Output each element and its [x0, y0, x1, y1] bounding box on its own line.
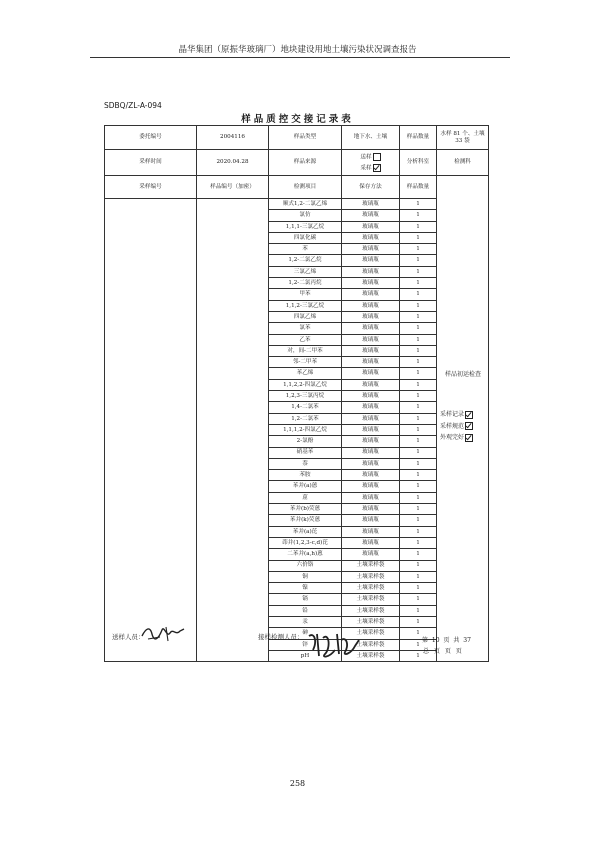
item-cell: 1,2-二氯乙烷: [269, 255, 342, 266]
qty-cell: 1: [400, 481, 437, 492]
item-cell: 1,1,2-三氯乙烷: [269, 300, 342, 311]
check-appearance: [440, 432, 473, 442]
method-cell: 玻璃瓶: [342, 447, 400, 458]
item-cell: 邻-二甲苯: [269, 357, 342, 368]
col-header-sample-code: 样品编号（加密）: [197, 176, 269, 199]
item-cell: 甲苯: [269, 289, 342, 300]
qty-cell: 1: [400, 266, 437, 277]
qty-cell: 1: [400, 255, 437, 266]
qty-cell: 1: [400, 289, 437, 300]
check-appearance-label: 外观完好: [440, 434, 465, 441]
source-option-sample-label: 采样: [360, 165, 372, 172]
header-divider: [90, 57, 510, 58]
table-row: [105, 126, 489, 150]
receiver-label: 接样检测人员：: [258, 633, 304, 641]
sample-no-cell: [105, 199, 197, 662]
method-cell: 玻璃瓶: [342, 413, 400, 424]
qty-cell: 1: [400, 323, 437, 334]
method-cell: 玻璃瓶: [342, 481, 400, 492]
item-cell: 四氯化碳: [269, 232, 342, 243]
qty-cell: 1: [400, 221, 437, 232]
analysis-room-label: 分析科室: [400, 150, 437, 176]
method-cell: 土壤采样袋: [342, 616, 400, 627]
check-record-box[interactable]: [465, 411, 473, 419]
qty-cell: 1: [400, 594, 437, 605]
total-page-line: 总 页 页 页: [423, 648, 462, 655]
method-cell: 玻璃瓶: [342, 255, 400, 266]
method-cell: 土壤采样袋: [342, 560, 400, 571]
qty-cell: 1: [400, 210, 437, 221]
method-cell: 玻璃瓶: [342, 345, 400, 356]
item-cell: 茚并(1,2,3-c,d)芘: [269, 537, 342, 548]
check-standard-label: 采样规范: [440, 422, 465, 430]
check-standard: [440, 421, 473, 431]
qty-cell: 1: [400, 232, 437, 243]
qty-cell: 1: [400, 560, 437, 571]
item-cell: 1,4-二氯苯: [269, 402, 342, 413]
qty-cell: 1: [400, 583, 437, 594]
qty-cell: 1: [400, 334, 437, 345]
item-cell: 顺式1,2-二氯乙烯: [269, 199, 342, 210]
item-cell: 乙苯: [269, 334, 342, 345]
sample-type-label: 样品类型: [269, 126, 342, 150]
source-option-send: [342, 153, 399, 161]
qty-cell: 1: [400, 515, 437, 526]
method-cell: 土壤采样袋: [342, 628, 400, 639]
sample-source-label: 样品来源: [269, 150, 342, 176]
qty-cell: 1: [400, 244, 437, 255]
sampler-signature: [140, 622, 186, 644]
method-cell: 玻璃瓶: [342, 470, 400, 481]
item-cell: 1,1,1,2-四氯乙烷: [269, 424, 342, 435]
method-cell: 玻璃瓶: [342, 357, 400, 368]
qty-cell: 1: [400, 650, 437, 661]
qty-cell: 1: [400, 199, 437, 210]
qty-cell: 1: [400, 504, 437, 515]
method-cell: 玻璃瓶: [342, 278, 400, 289]
item-cell: 六价铬: [269, 560, 342, 571]
check-record: [440, 409, 473, 419]
method-cell: 玻璃瓶: [342, 379, 400, 390]
qty-cell: 1: [400, 379, 437, 390]
table-row: [105, 150, 489, 176]
method-cell: 玻璃瓶: [342, 289, 400, 300]
method-cell: 玻璃瓶: [342, 210, 400, 221]
method-cell: 土壤采样袋: [342, 594, 400, 605]
qty-cell: 1: [400, 616, 437, 627]
sample-qty-label: 样品数量: [400, 126, 437, 150]
item-cell: 䓛: [269, 492, 342, 503]
method-cell: 玻璃瓶: [342, 266, 400, 277]
item-cell: pH: [269, 650, 342, 661]
method-cell: 玻璃瓶: [342, 515, 400, 526]
sample-type-value: 地下水、土壤: [342, 126, 400, 150]
method-cell: 玻璃瓶: [342, 402, 400, 413]
qty-cell: 1: [400, 368, 437, 379]
method-cell: 玻璃瓶: [342, 424, 400, 435]
qty-cell: 1: [400, 447, 437, 458]
item-cell: 对，间-二甲苯: [269, 345, 342, 356]
item-cell: 砷: [269, 628, 342, 639]
method-cell: 玻璃瓶: [342, 300, 400, 311]
col-header-sample-no: 采样编号: [105, 176, 197, 199]
method-cell: 玻璃瓶: [342, 221, 400, 232]
inspection-checks: [440, 409, 473, 444]
form-title: 样品质控交接记录表: [241, 114, 354, 125]
qty-cell: 1: [400, 424, 437, 435]
qty-cell: 1: [400, 345, 437, 356]
item-cell: 苯并(k)荧蒽: [269, 515, 342, 526]
table-row: [105, 199, 489, 210]
method-cell: 玻璃瓶: [342, 504, 400, 515]
qty-cell: 1: [400, 413, 437, 424]
source-option-sample: [342, 164, 399, 172]
method-cell: 玻璃瓶: [342, 436, 400, 447]
item-cell: 2-氯酚: [269, 436, 342, 447]
qty-cell: 1: [400, 571, 437, 582]
checkbox-send[interactable]: [373, 153, 381, 161]
item-cell: 铅: [269, 605, 342, 616]
method-cell: 土壤采样袋: [342, 650, 400, 661]
item-cell: 1,2,3-三氯丙烷: [269, 391, 342, 402]
item-cell: 1,2-二氯苯: [269, 413, 342, 424]
item-cell: 镍: [269, 583, 342, 594]
qty-cell: 1: [400, 639, 437, 650]
item-cell: 四氯乙烯: [269, 311, 342, 322]
entrust-value: 2004116: [197, 126, 269, 150]
item-cell: 氯仿: [269, 210, 342, 221]
qty-cell: 1: [400, 628, 437, 639]
method-cell: 玻璃瓶: [342, 199, 400, 210]
method-cell: 玻璃瓶: [342, 549, 400, 560]
check-record-label: 采样记录: [440, 411, 465, 418]
page-number: 258: [289, 779, 306, 788]
sampling-time-label: 采样时间: [105, 150, 197, 176]
item-cell: 1,2-二氯丙烷: [269, 278, 342, 289]
qty-cell: 1: [400, 278, 437, 289]
check-appearance-box[interactable]: [465, 434, 473, 442]
sampling-time-value: 2020.04.28: [197, 150, 269, 176]
item-cell: 二苯并(a,h)蒽: [269, 549, 342, 560]
qty-cell: 1: [400, 391, 437, 402]
method-cell: 玻璃瓶: [342, 458, 400, 469]
sample-source-options: [342, 150, 400, 176]
checkbox-sample[interactable]: [373, 164, 381, 172]
item-cell: 镉: [269, 594, 342, 605]
item-cell: 苯并(a)蒽: [269, 481, 342, 492]
col-header-preservation: 保存方法: [342, 176, 400, 199]
item-cell: 三氯乙烯: [269, 266, 342, 277]
item-cell: 铜: [269, 571, 342, 582]
source-option-send-label: 送样: [360, 154, 372, 161]
qty-cell: 1: [400, 605, 437, 616]
qty-cell: 1: [400, 458, 437, 469]
page-count-line: 第 10 页 共 37: [422, 637, 471, 644]
method-cell: 玻璃瓶: [342, 368, 400, 379]
qty-cell: 1: [400, 402, 437, 413]
item-cell: 1,1,2,2-四氯乙烷: [269, 379, 342, 390]
receiver-signature: [305, 628, 363, 662]
analysis-room-value: 检测科: [437, 150, 489, 176]
method-cell: 玻璃瓶: [342, 391, 400, 402]
qty-cell: 1: [400, 300, 437, 311]
item-cell: 苯并(a)芘: [269, 526, 342, 537]
item-cell: 苯: [269, 244, 342, 255]
item-cell: 汞: [269, 616, 342, 627]
item-cell: 硝基苯: [269, 447, 342, 458]
report-header: 晶华集团（原振华玻璃厂）地块建设用地土壤污染状况调查报告: [178, 45, 417, 55]
method-cell: 玻璃瓶: [342, 323, 400, 334]
item-cell: 氯苯: [269, 323, 342, 334]
method-cell: 土壤采样袋: [342, 605, 400, 616]
qty-cell: 1: [400, 436, 437, 447]
method-cell: 玻璃瓶: [342, 244, 400, 255]
method-cell: 土壤采样袋: [342, 571, 400, 582]
handover-table: [104, 125, 489, 662]
inspection-note: 样品初运检查: [444, 371, 481, 378]
table-row: [105, 176, 489, 199]
qty-cell: 1: [400, 311, 437, 322]
item-cell: 锌: [269, 639, 342, 650]
item-cell: 1,1,1-三氯乙烷: [269, 221, 342, 232]
method-cell: 土壤采样袋: [342, 583, 400, 594]
qty-cell: 1: [400, 537, 437, 548]
entrust-label: 委托编号: [105, 126, 197, 150]
form-code: SDBQ/ZL-A-094: [104, 101, 162, 110]
qty-cell: 1: [400, 470, 437, 481]
qty-cell: 1: [400, 357, 437, 368]
qty-cell: 1: [400, 549, 437, 560]
method-cell: 玻璃瓶: [342, 537, 400, 548]
item-cell: 苯并(b)荧蒽: [269, 504, 342, 515]
method-cell: 土壤采样袋: [342, 639, 400, 650]
method-cell: 玻璃瓶: [342, 311, 400, 322]
method-cell: 玻璃瓶: [342, 334, 400, 345]
sample-code-cell: [197, 199, 269, 662]
item-cell: 苯胺: [269, 470, 342, 481]
method-cell: 玻璃瓶: [342, 526, 400, 537]
item-cell: 苯乙烯: [269, 368, 342, 379]
method-cell: 玻璃瓶: [342, 492, 400, 503]
qty-cell: 1: [400, 526, 437, 537]
col-header-item: 检测项目: [269, 176, 342, 199]
col-header-qty: 样品数量: [400, 176, 437, 199]
sample-qty-value: 水样 81 个、土壤 33 袋: [437, 126, 489, 150]
method-cell: 玻璃瓶: [342, 232, 400, 243]
check-standard-box[interactable]: [465, 422, 473, 430]
item-cell: 萘: [269, 458, 342, 469]
sampler-label: 送样人员：: [112, 633, 145, 641]
qty-cell: 1: [400, 492, 437, 503]
